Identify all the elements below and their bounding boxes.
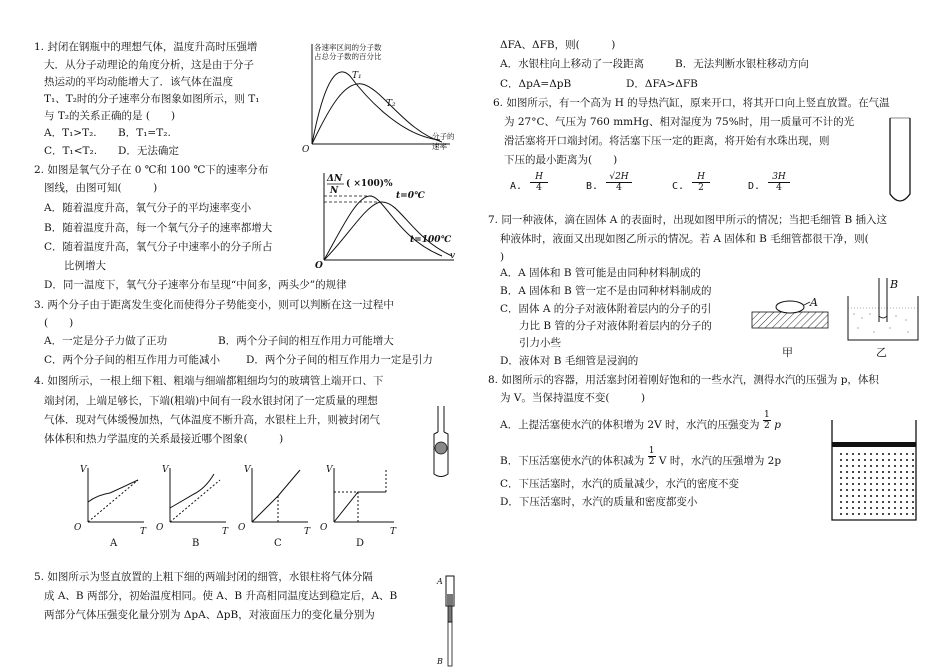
q6-option-d-label: D. xyxy=(748,181,761,192)
vapour-dot xyxy=(894,483,896,485)
q7-option-c[interactable]: C．固体 A 的分子对液体附着层内的分子的引 xyxy=(500,303,712,315)
vapour-dot xyxy=(894,495,896,497)
q8-a-num: 1 xyxy=(764,410,770,420)
q1-xlabel-1: 分子的 xyxy=(432,132,455,141)
q6-option-b-label: B. xyxy=(586,181,599,192)
vapour-dot xyxy=(912,501,914,503)
vapour-dot xyxy=(864,477,866,479)
vapour-dot xyxy=(882,495,884,497)
q6-b-num: √2H xyxy=(606,172,632,183)
vapour-dot xyxy=(894,459,896,461)
q7-line-2: 种液体时，液面又出现如图乙所示的情况。若 A 固体和 B 毛细管都很干净，则( xyxy=(500,233,869,245)
vapour-dot xyxy=(840,495,842,497)
vapour-dot xyxy=(852,489,854,491)
q4-d-v: V xyxy=(326,465,333,475)
q5-option-a[interactable]: A．水银柱向上移动了一段距离 xyxy=(500,58,645,70)
q8-container-figure xyxy=(828,420,922,524)
vapour-dot xyxy=(906,513,908,515)
q1-ylabel-2: 占总分子数的百分比 xyxy=(314,52,382,61)
vapour-dot xyxy=(876,459,878,461)
vapour-dot xyxy=(900,471,902,473)
vapour-dot xyxy=(864,513,866,515)
vapour-dot xyxy=(852,471,854,473)
q5-line-2: 成 A、B 两部分，初始温度相同。使 A、B 升高相同温度达到稳定后，A、B xyxy=(44,590,398,602)
vapour-dot xyxy=(882,459,884,461)
vapour-dot xyxy=(900,465,902,467)
vapour-dot xyxy=(882,501,884,503)
vapour-dot xyxy=(906,477,908,479)
q1-curve-t1: T₁ xyxy=(352,71,362,81)
vapour-dot xyxy=(894,489,896,491)
q6-d-den: 4 xyxy=(776,183,782,193)
q6-line-4: 下压的最小距离为( ) xyxy=(504,154,618,166)
q2-ylabel-dn: ΔN xyxy=(327,174,343,184)
q8-b-den: 2 xyxy=(648,457,655,467)
q7-label-b: B xyxy=(890,278,899,291)
q4-d-t: T xyxy=(390,527,397,537)
vapour-dot xyxy=(894,465,896,467)
vapour-dot xyxy=(912,495,914,497)
vapour-dot xyxy=(876,453,878,455)
q4-a-o: O xyxy=(74,523,82,533)
vapour-dot xyxy=(900,489,902,491)
q4-d-o: O xyxy=(320,523,328,533)
q8-b-post: V 时，水汽的压强增为 2p xyxy=(658,454,782,467)
q1-figure xyxy=(290,36,460,156)
vapour-dot xyxy=(906,453,908,455)
vapour-dot xyxy=(852,477,854,479)
q4-tube-figure xyxy=(428,404,454,480)
vapour-dot xyxy=(882,465,884,467)
q5-line-3: 两部分气体压强变化量分别为 ΔpA、ΔpB，对液面压力的变化量分别为 xyxy=(44,609,375,621)
vapour-dot xyxy=(870,501,872,503)
q6-cylinder-figure xyxy=(880,114,920,210)
q1-line-2: 大．从分子动理论的角度分析，这是由于分子 xyxy=(44,59,254,71)
vapour-dot xyxy=(912,513,914,515)
vapour-dot xyxy=(894,453,896,455)
q1-line-3: 热运动的平均动能增大了．该气体在温度 xyxy=(44,76,233,88)
vapour-dot xyxy=(864,501,866,503)
vapour-dot xyxy=(906,465,908,467)
q5-label-b: B xyxy=(437,657,443,666)
q6-option-c-label: C. xyxy=(672,181,685,192)
q6-line-1: 6. 如图所示，有一个高为 H 的导热汽缸，原来开口，将其开口向上竖直放置。在气温 xyxy=(493,97,890,109)
q2-option-c-cont: 比例增大 xyxy=(64,260,106,272)
vapour-dot xyxy=(858,453,860,455)
vapour-dot xyxy=(876,489,878,491)
q5-tube-figure xyxy=(432,572,462,670)
q6-a-num: H xyxy=(530,172,548,183)
vapour-dot xyxy=(870,459,872,461)
q1-origin: O xyxy=(302,145,310,155)
q4-c-t: T xyxy=(304,527,311,537)
vapour-dot xyxy=(876,501,878,503)
vapour-dot xyxy=(888,507,890,509)
q2-option-d[interactable]: D．同一温度下，氧气分子速率分布呈现“中间多，两头少”的规律 xyxy=(44,279,347,291)
q4-line-2: 端封闭，上端足够长，下端(粗端)中间有一段水银封闭了一定质量的理想 xyxy=(44,395,378,407)
vapour-dot xyxy=(888,465,890,467)
vapour-dot xyxy=(852,501,854,503)
q6-a-den: 4 xyxy=(536,183,542,193)
vapour-dot xyxy=(876,495,878,497)
vapour-dot xyxy=(876,513,878,515)
q7-option-c-cont-1: 力比 B 管的分子对液体附着层内的分子的 xyxy=(519,320,712,332)
vapour-dot xyxy=(870,471,872,473)
q8-a-post: p xyxy=(774,418,781,431)
vapour-dot xyxy=(870,495,872,497)
q2-figure xyxy=(312,168,462,270)
vapour-dot xyxy=(888,477,890,479)
q6-line-2: 为 27°C、气压为 760 mmHg、相对湿度为 75%时，用一质量可不计的光 xyxy=(504,116,855,128)
vapour-dot xyxy=(876,483,878,485)
vapour-dot xyxy=(858,495,860,497)
q6-b-den: 4 xyxy=(616,183,622,193)
vapour-dot xyxy=(882,513,884,515)
q4-line-1: 4. 如图所示，一根上细下粗、粗端与细端都粗细均匀的玻璃管上端开口、下 xyxy=(34,375,384,387)
vapour-dot xyxy=(846,453,848,455)
q8-option-b[interactable] xyxy=(500,446,781,467)
vapour-dot xyxy=(858,459,860,461)
vapour-dot xyxy=(840,507,842,509)
q4-label-a: A xyxy=(110,538,118,549)
vapour-dot xyxy=(900,453,902,455)
q7-line-3: ) xyxy=(500,251,505,263)
q8-line-1: 8. 如图所示的容器，用活塞封闭着刚好饱和的一些水汽，测得水汽的压强为 p，体积 xyxy=(488,374,879,386)
q4-c-o: O xyxy=(238,523,246,533)
q5-label-a: A xyxy=(437,577,443,586)
q2-ylabel-n: N xyxy=(330,186,339,196)
q5-option-d[interactable]: D．ΔFA>ΔFB xyxy=(626,78,698,90)
vapour-dot xyxy=(846,507,848,509)
vapour-dot xyxy=(882,453,884,455)
vapour-dot xyxy=(894,513,896,515)
vapour-dot xyxy=(900,483,902,485)
vapour-dot xyxy=(894,501,896,503)
vapour-dot xyxy=(888,489,890,491)
vapour-dot xyxy=(852,459,854,461)
q7-figure xyxy=(748,274,938,364)
q4-graphs xyxy=(68,460,428,550)
q8-option-a[interactable] xyxy=(500,410,781,431)
vapour-dot xyxy=(852,507,854,509)
vapour-dot xyxy=(840,489,842,491)
q4-label-b: B xyxy=(192,538,200,549)
vapour-dot xyxy=(888,459,890,461)
vapour-dot xyxy=(912,507,914,509)
vapour-dot xyxy=(858,483,860,485)
vapour-dot xyxy=(882,483,884,485)
q2-line-1: 2. 如图是氧气分子在 0 ℃和 100 ℃下的速率分布 xyxy=(34,164,269,176)
vapour-dot xyxy=(852,465,854,467)
vapour-dot xyxy=(858,501,860,503)
vapour-dot xyxy=(882,489,884,491)
q7-label-jia: 甲 xyxy=(782,346,793,359)
q4-b-t: T xyxy=(222,527,229,537)
vapour-dot xyxy=(900,501,902,503)
vapour-dot xyxy=(876,507,878,509)
q1-option-d[interactable]: D．无法确定 xyxy=(118,145,179,157)
vapour-dot xyxy=(882,471,884,473)
vapour-dot xyxy=(840,501,842,503)
q8-a-pre: A．上提活塞使水汽的体积增为 2V 时，水汽的压强变为 xyxy=(500,418,760,431)
vapour-dot xyxy=(912,453,914,455)
q6-d-num: 3H xyxy=(768,172,790,183)
vapour-dot xyxy=(864,489,866,491)
vapour-dot xyxy=(888,495,890,497)
q1-curve-t2: T₂ xyxy=(386,99,396,109)
vapour-dot xyxy=(888,501,890,503)
vapour-dot xyxy=(912,477,914,479)
q1-line-1: 1. 封闭在钢瓶中的理想气体，温度升高时压强增 xyxy=(34,41,258,53)
q7-label-a: A xyxy=(810,296,818,309)
vapour-dot xyxy=(846,483,848,485)
q3-option-c[interactable]: C．两个分子间的相互作用力可能减小 xyxy=(44,354,221,366)
q2-line-2: 图线，由图可知( ) xyxy=(44,182,158,194)
vapour-dot xyxy=(864,453,866,455)
vapour-dot xyxy=(870,489,872,491)
vapour-dot xyxy=(888,513,890,515)
q8-line-2: 为 V。当保持温度不变( ) xyxy=(500,392,646,404)
vapour-dot xyxy=(900,495,902,497)
vapour-dot xyxy=(906,471,908,473)
q4-a-t: T xyxy=(140,527,147,537)
q1-ylabel-1: 各速率区间的分子数 xyxy=(314,43,382,52)
vapour-dot xyxy=(858,489,860,491)
vapour-dot xyxy=(900,507,902,509)
q8-b-pre: B．下压活塞使水汽的体积减为 xyxy=(500,454,645,467)
vapour-dot xyxy=(906,489,908,491)
vapour-dot xyxy=(852,483,854,485)
vapour-dot xyxy=(900,513,902,515)
vapour-dot xyxy=(858,465,860,467)
q7-option-d[interactable]: D．液体对 B 毛细管是浸润的 xyxy=(500,355,639,367)
vapour-dot xyxy=(840,453,842,455)
vapour-dot xyxy=(858,513,860,515)
vapour-dot xyxy=(870,507,872,509)
q7-line-1: 7. 同一种液体，滴在固体 A 的表面时，出现如图甲所示的情况；当把毛细管 B 插入这 xyxy=(488,214,888,226)
q3-option-b[interactable]: B．两个分子间的相互作用力可能增大 xyxy=(218,335,394,347)
q5-cont-line: ΔFA、ΔFB，则( ) xyxy=(500,39,616,51)
q1-line-5: 与 T₂的关系正确的是 ( ) xyxy=(44,110,176,122)
vapour-dot xyxy=(888,471,890,473)
q4-line-3: 气体．现对气体缓慢加热，气体温度不断升高，水银柱上升，则被封闭气 xyxy=(44,414,380,426)
q4-graph-c xyxy=(238,465,311,549)
q4-c-v: V xyxy=(244,465,251,475)
q1-line-4: T₁、T₂时的分子速率分布图象如图所示，则 T₁ xyxy=(44,93,260,105)
vapour-dot xyxy=(864,471,866,473)
q3-line-2: ( ) xyxy=(44,317,74,329)
q8-option-d[interactable]: D．下压活塞时，水汽的质量和密度都变小 xyxy=(500,496,698,508)
vapour-dot xyxy=(894,477,896,479)
vapour-dot xyxy=(846,465,848,467)
vapour-dot xyxy=(912,465,914,467)
q7-label-yi: 乙 xyxy=(876,346,887,359)
q6-line-3: 滑活塞将开口端封闭。将活塞下压一定的距离，将开始有水珠出现，则 xyxy=(504,135,830,147)
vapour-dot xyxy=(900,477,902,479)
vapour-dot xyxy=(852,453,854,455)
vapour-dot xyxy=(900,459,902,461)
q2-xlabel: v xyxy=(450,251,456,261)
vapour-dot xyxy=(864,459,866,461)
vapour-dot xyxy=(894,507,896,509)
vapour-dot xyxy=(840,477,842,479)
q4-graph-a xyxy=(74,465,147,549)
q5-option-b[interactable]: B．无法判断水银柱移动方向 xyxy=(675,58,809,70)
vapour-dot xyxy=(840,471,842,473)
vapour-dot xyxy=(864,465,866,467)
vapour-dot xyxy=(888,483,890,485)
vapour-dot xyxy=(846,489,848,491)
q3-line-1: 3. 两个分子由于距离发生变化而使得分子势能变小，则可以判断在这一过程中 xyxy=(34,299,394,311)
q4-b-o: O xyxy=(156,523,164,533)
vapour-dot xyxy=(864,483,866,485)
q1-option-c[interactable]: C．T₁<T₂. xyxy=(44,145,98,157)
q7-option-c-cont-2: 引力小些 xyxy=(519,337,561,349)
vapour-dot xyxy=(840,459,842,461)
q4-a-v: V xyxy=(80,465,87,475)
vapour-dot xyxy=(840,513,842,515)
q7-option-a[interactable]: A．A 固体和 B 管可能是由同种材料制成的 xyxy=(500,267,701,279)
vapour-dot xyxy=(846,459,848,461)
vapour-dot xyxy=(912,459,914,461)
vapour-dot xyxy=(906,495,908,497)
vapour-dot xyxy=(888,453,890,455)
vapour-dot xyxy=(876,471,878,473)
q3-option-d[interactable]: D．两个分子间的相互作用力一定是引力 xyxy=(246,354,433,366)
vapour-dot xyxy=(840,465,842,467)
vapour-dot xyxy=(858,471,860,473)
vapour-dot xyxy=(912,489,914,491)
vapour-dot xyxy=(870,513,872,515)
vapour-dot xyxy=(864,495,866,497)
vapour-dot xyxy=(840,483,842,485)
vapour-dot xyxy=(870,483,872,485)
vapour-dot xyxy=(906,483,908,485)
vapour-dot xyxy=(906,459,908,461)
vapour-dot xyxy=(876,465,878,467)
vapour-dot xyxy=(912,471,914,473)
q4-graph-d xyxy=(320,465,397,549)
q6-c-num: H xyxy=(692,172,710,183)
q2-option-c[interactable]: C．随着温度升高，氧气分子中速率小的分子所占 xyxy=(44,241,273,253)
vapour-dot xyxy=(876,477,878,479)
vapour-dot xyxy=(852,495,854,497)
vapour-dot xyxy=(846,501,848,503)
q1-option-b[interactable]: B．T₁=T₂. xyxy=(118,127,171,139)
q8-a-den: 2 xyxy=(764,421,770,431)
q5-line-1: 5. 如图所示为竖直放置的上粗下细的两端封闭的细管，水银柱将气体分隔 xyxy=(34,571,373,583)
q1-option-a[interactable]: A．T₁>T₂. xyxy=(44,127,97,139)
q4-graph-b xyxy=(156,465,229,549)
q2-curve-100c: t=100℃ xyxy=(410,235,452,245)
q2-option-b[interactable]: B．随着温度升高，每一个氧气分子的速率都增大 xyxy=(44,222,273,234)
vapour-dot xyxy=(852,513,854,515)
q4-b-v: V xyxy=(162,465,169,475)
q7-option-b[interactable]: B．A 固体和 B 管一定不是由同种材料制成的 xyxy=(500,285,712,297)
q2-origin: O xyxy=(315,261,323,271)
vapour-dot xyxy=(906,501,908,503)
q8-option-c[interactable]: C．下压活塞时，水汽的质量减少，水汽的密度不变 xyxy=(500,478,740,490)
q4-line-4: 体体积和热力学温度的关系最接近哪个图象( ) xyxy=(44,433,284,445)
vapour-dot xyxy=(882,507,884,509)
vapour-dot xyxy=(858,507,860,509)
vapour-dot xyxy=(846,477,848,479)
vapour-dot xyxy=(846,495,848,497)
vapour-dot xyxy=(894,471,896,473)
vapour-dot xyxy=(846,513,848,515)
q8-b-num: 1 xyxy=(648,446,655,456)
q5-option-c[interactable]: C．ΔpA=ΔpB xyxy=(500,78,572,90)
vapour-dot xyxy=(870,453,872,455)
q2-curve-0c: t=0℃ xyxy=(396,191,425,201)
vapour-dot xyxy=(912,483,914,485)
q6-option-a-label: A. xyxy=(510,181,523,192)
vapour-dot xyxy=(882,477,884,479)
vapour-dot xyxy=(870,477,872,479)
vapour-dot xyxy=(906,507,908,509)
q4-label-c: C xyxy=(274,538,282,549)
q3-option-a[interactable]: A．一定是分子力做了正功 xyxy=(44,335,168,347)
vapour-dot xyxy=(846,471,848,473)
q6-c-den: 2 xyxy=(698,183,704,193)
vapour-dot xyxy=(864,507,866,509)
q1-xlabel-2: 速率 xyxy=(432,142,447,151)
q2-option-a[interactable]: A．随着温度升高，氧气分子的平均速率变小 xyxy=(44,202,252,214)
q4-label-d: D xyxy=(356,538,365,549)
vapour-dot xyxy=(870,465,872,467)
q2-ylabel-unit: ( ×100)% xyxy=(346,179,393,189)
vapour-dot xyxy=(858,477,860,479)
